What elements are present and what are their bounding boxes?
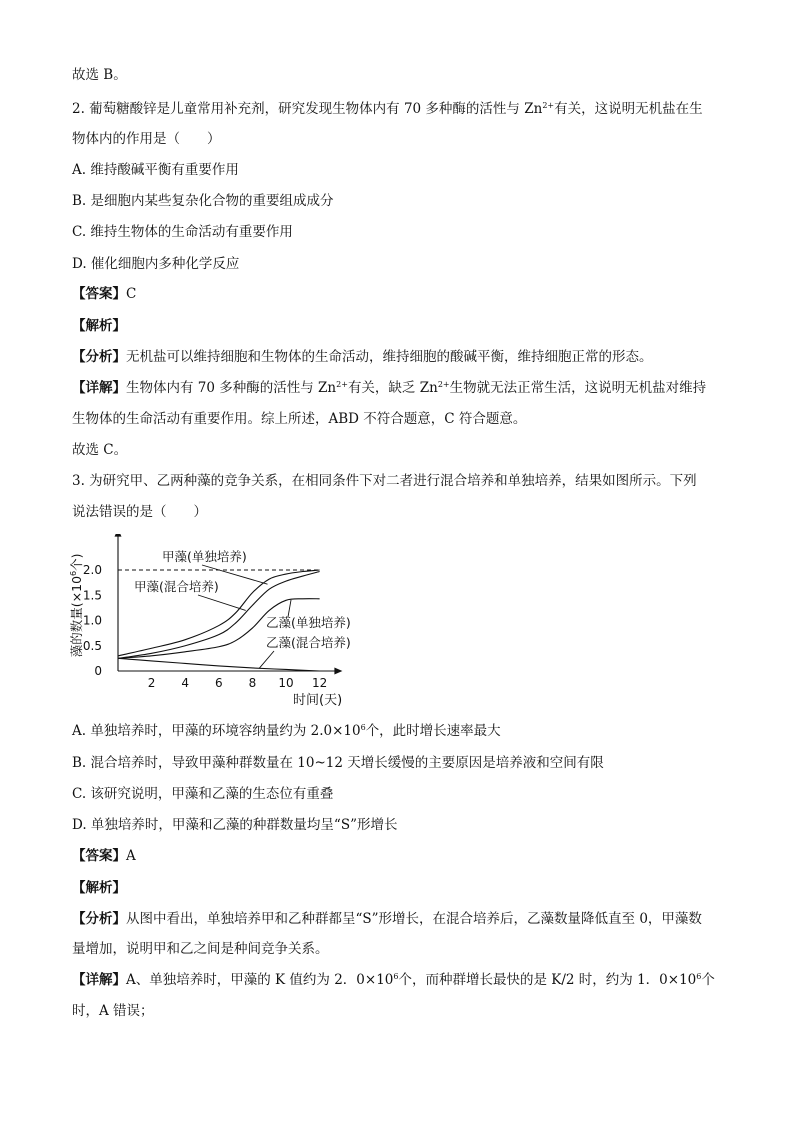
q3-option-d: D. 单独培养时，甲藻和乙藻的种群数量均呈“S”形增长 bbox=[72, 817, 398, 833]
label-jia-alone: 甲藻(单独培养) bbox=[162, 549, 247, 564]
q2-stem-line2: 物体内的作用是（ ） bbox=[72, 131, 221, 147]
label-jia-mixed: 甲藻(混合培养) bbox=[134, 579, 219, 594]
q3-xiangjie-a: A、单独培养时，甲藻的 K 值约为 2．0×10 bbox=[126, 972, 394, 988]
q2-analysis-tag: 【解析】 bbox=[72, 318, 126, 334]
q3-xiangjie-c: 个 bbox=[701, 972, 715, 988]
x-tick-label: 12 bbox=[311, 676, 328, 690]
y-tick-label: 0.5 bbox=[82, 638, 102, 653]
q3-option-b: B. 混合培养时，导致甲藻种群数量在 10~12 天增长缓慢的主要原因是培养液和空间有限 bbox=[72, 755, 604, 771]
q2-xiangjie-a: 生物体内有 70 多种酶的活性与 Zn bbox=[126, 380, 337, 396]
y-tick-label: 0 bbox=[94, 664, 102, 678]
q3-answer-value: A bbox=[126, 848, 136, 864]
label-yi-mixed-leader bbox=[259, 651, 274, 668]
q3-answer bbox=[72, 847, 136, 865]
q2-option-a: A. 维持酸碱平衡有重要作用 bbox=[72, 162, 239, 178]
prev-conclusion: 故选 B。 bbox=[72, 67, 127, 83]
q3-fenxi-line2: 量增加，说明甲和乙之间是种间竞争关系。 bbox=[72, 941, 329, 957]
x-tick-label: 4 bbox=[181, 676, 190, 690]
q2-xiangjie-line2: 生物体的生命活动有重要作用。综上所述，ABD 不符合题意，C 符合题意。 bbox=[72, 411, 527, 427]
y-tick-label: 1.5 bbox=[82, 588, 102, 603]
q2-fenxi bbox=[72, 348, 653, 366]
q2-stem-line1 bbox=[72, 100, 703, 118]
x-axis-label: 时间(天) bbox=[293, 693, 343, 708]
x-tick-label: 8 bbox=[248, 676, 257, 690]
q3-option-a-sup: 6 bbox=[360, 723, 366, 732]
q2-fenxi-tag: 【分析】 bbox=[72, 349, 126, 365]
q2-xiangjie-b: 有关，缺乏 Zn bbox=[347, 380, 438, 396]
q3-xiangjie-sup2: 6 bbox=[696, 972, 702, 981]
label-yi-mixed: 乙藻(混合培养) bbox=[266, 635, 351, 650]
series-yi-mixed bbox=[118, 658, 320, 671]
label-yi-alone: 乙藻(单独培养) bbox=[266, 615, 351, 630]
q3-xiangjie-line1 bbox=[72, 971, 715, 989]
population-chart bbox=[66, 534, 376, 710]
y-axis-arrow bbox=[115, 534, 122, 537]
q3-option-a-tail: 个，此时增长速率最大 bbox=[365, 723, 501, 739]
q2-xiangjie-tag: 【详解】 bbox=[72, 380, 126, 396]
q3-option-c: C. 该研究说明，甲藻和乙藻的生态位有重叠 bbox=[72, 786, 334, 802]
label-jia-mixed-leader bbox=[198, 595, 246, 610]
q3-stem-line1: 3. 为研究甲、乙两种藻的竞争关系，在相同条件下对二者进行混合培养和单独培养，结果如图所示。下列 bbox=[72, 473, 697, 489]
q2-xiangjie-line1 bbox=[72, 379, 706, 397]
q3-answer-tag: 【答案】 bbox=[72, 848, 126, 864]
q3-analysis-tag: 【解析】 bbox=[72, 880, 126, 896]
q2-answer-value: C bbox=[126, 286, 137, 302]
q2-answer bbox=[72, 285, 136, 303]
q2-stem-a: 2. 葡萄糖酸锌是儿童常用补充剂，研究发现生物体内有 70 多种酶的活性与 Zn bbox=[72, 101, 543, 117]
q3-option-a bbox=[72, 722, 501, 740]
q3-xiangjie-line2: 时，A 错误； bbox=[72, 1003, 154, 1019]
q2-option-d: D. 催化细胞内多种化学反应 bbox=[72, 256, 240, 272]
q2-xiangjie-c: 生物就无法正常生活，这说明无机盐对维持 bbox=[449, 380, 707, 396]
y-tick-label: 2.0 bbox=[82, 563, 102, 577]
x-tick-label: 10 bbox=[278, 676, 294, 690]
q3-xiangjie-b: 个，而种群增长最快的是 K/2 时，约为 1．0×10 bbox=[398, 972, 697, 988]
q2-fenxi-text: 无机盐可以维持细胞和生物体的生命活动，维持细胞的酸碱平衡，维持细胞正常的形态。 bbox=[126, 349, 653, 365]
x-axis-arrow bbox=[334, 668, 342, 675]
q3-xiangjie-sup1: 6 bbox=[393, 972, 399, 981]
q3-fenxi-text: 从图中看出，单独培养甲和乙种群都呈“S”形增长，在混合培养后，乙藻数量降低直至 0，甲藻数 bbox=[126, 911, 702, 927]
q2-conclusion: 故选 C。 bbox=[72, 442, 128, 458]
q2-option-c: C. 维持生物体的生命活动有重要作用 bbox=[72, 224, 293, 240]
q2-answer-tag: 【答案】 bbox=[72, 286, 126, 302]
q3-fenxi-tag: 【分析】 bbox=[72, 911, 126, 927]
y-axis-label: 藻的数量($\times 10^6$个) bbox=[69, 553, 84, 658]
q2-xiangjie-sup2: 2+ bbox=[437, 380, 450, 389]
x-tick-label: 2 bbox=[147, 676, 156, 690]
q3-stem-line2: 说法错误的是（ ） bbox=[72, 504, 207, 520]
x-tick-label: 6 bbox=[214, 676, 223, 690]
y-tick-label: 1.0 bbox=[82, 613, 102, 628]
q2-stem-b: 有关，这说明无机盐在生 bbox=[554, 101, 703, 117]
q3-fenxi-line1 bbox=[72, 910, 702, 928]
q3-option-a-text: A. 单独培养时，甲藻的环境容纳量约为 2.0×10 bbox=[72, 723, 361, 739]
q2-stem-sup: 2+ bbox=[542, 101, 555, 110]
q2-option-b: B. 是细胞内某些复杂化合物的重要组成成分 bbox=[72, 193, 334, 209]
q3-xiangjie-tag: 【详解】 bbox=[72, 972, 126, 988]
q2-xiangjie-sup1: 2+ bbox=[336, 380, 348, 389]
